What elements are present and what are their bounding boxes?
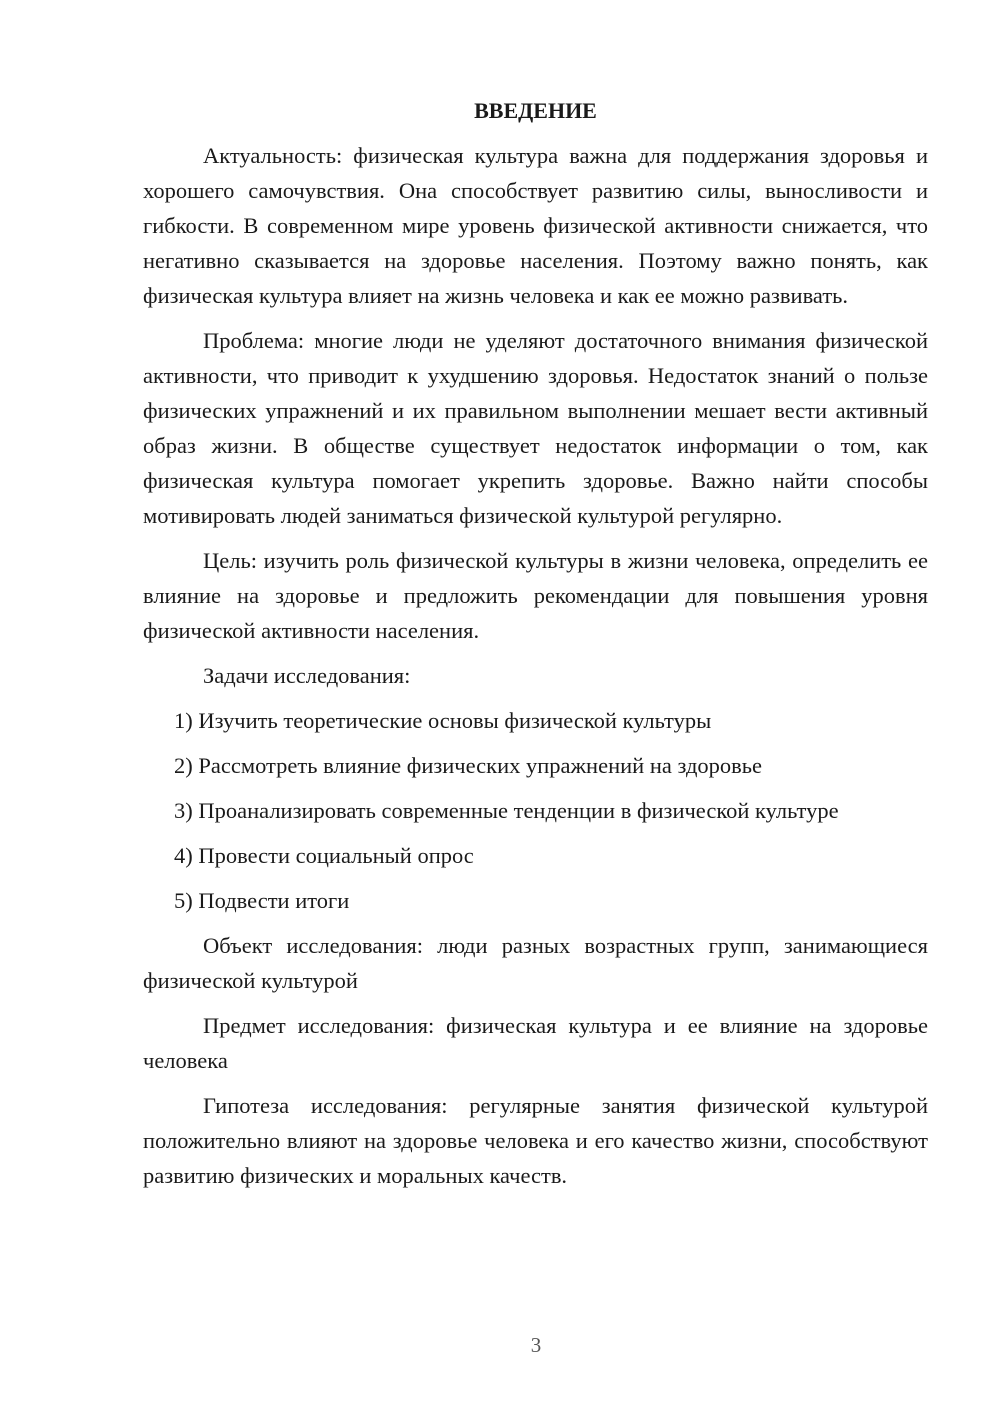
page-content [143, 96, 928, 1203]
task-item: 4) Провести социальный опрос [174, 843, 474, 868]
object-paragraph: Объект исследования: люди разных возрастных групп, занимающиеся физической культурой [143, 933, 928, 993]
relevance-paragraph: Актуальность: физическая культура важна для поддержания здоровья и хорошего самочувствия. Она способствует развитию силы, выносливости и гибкости. В современном мире уровень физической активности снижается, что негативно сказывается на здоровье населения. Поэтому важно понять, как физическая культура влияет на жизнь человека и как ее можно развивать. [143, 143, 928, 308]
goal-paragraph: Цель: изучить роль физической культуры в жизни человека, определить ее влияние на здоровье и предложить рекомендации для повышения уровня физической активности населения. [143, 548, 928, 643]
task-item: 1) Изучить теоретические основы физической культуры [174, 708, 712, 733]
page-number: 3 [530, 1333, 542, 1357]
hypothesis-paragraph: Гипотеза исследования: регулярные занятия физической культурой положительно влияют на здоровье человека и его качество жизни, способствуют развитию физических и моральных качеств. [143, 1093, 928, 1188]
task-item: 3) Проанализировать современные тенденции в физической культуре [174, 798, 839, 823]
problem-paragraph: Проблема: многие люди не уделяют достаточного внимания физической активности, что приводит к ухудшению здоровья. Недостаток знаний о пользе физических упражнений и их правильном выполнении мешает вести активный образ жизни. В обществе существует недостаток информации о том, как физическая культура помогает укрепить здоровье. Важно найти способы мотивировать людей заниматься физической культурой регулярно. [143, 328, 928, 528]
tasks-list [143, 703, 928, 918]
tasks-heading: Задачи исследования: [203, 663, 411, 688]
task-item: 5) Подвести итоги [174, 888, 350, 913]
task-item: 2) Рассмотреть влияние физических упражнений на здоровье [174, 753, 763, 778]
section-title: ВВЕДЕНИЕ [474, 98, 597, 123]
subject-paragraph: Предмет исследования: физическая культура и ее влияние на здоровье человека [143, 1013, 928, 1073]
